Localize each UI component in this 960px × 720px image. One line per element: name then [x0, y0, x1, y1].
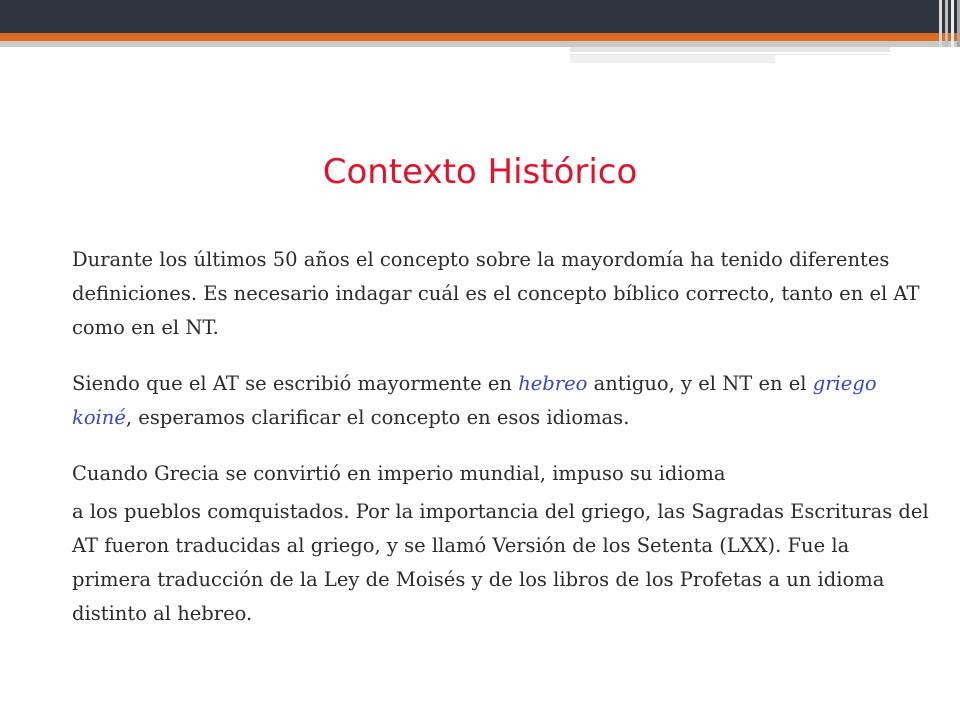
header-band-accent	[0, 33, 960, 41]
header-band-light-short	[570, 55, 775, 63]
paragraph-2-text: antiguo, y el NT en el	[587, 372, 813, 395]
slide-title: Contexto Histórico	[322, 152, 638, 192]
header-band-dark	[0, 0, 960, 33]
header-stripe	[945, 0, 948, 47]
highlight-griego-koine: griego koiné	[72, 372, 877, 429]
paragraph-1: Durante los últimos 50 años el concepto sobre la mayordomía ha tenido diferentes definiciones. Es necesario indagar cuál es el concepto bíblico correcto, tanto en el AT como en el NT.	[72, 248, 920, 339]
highlight-hebreo: hebreo	[518, 372, 588, 395]
header-band-line	[570, 52, 890, 54]
paragraph-3-first-line: Cuando Grecia se convirtió en imperio mundial, impuso su idioma	[72, 462, 726, 485]
header-stripe	[939, 0, 942, 47]
paragraph-2	[72, 367, 932, 435]
paragraph-3-rest: a los pueblos comquistados. Por la importancia del griego, las Sagradas Escrituras del AT fueron traducidas al griego, y se llamó Versión de los Setenta (LXX). Fue la primera traducción de la Ley de Moisés y de los libros de los Profetas a un idioma distinto al hebreo.	[72, 500, 929, 625]
paragraph-2-text: Siendo que el AT se escribió mayormente en	[72, 372, 519, 395]
slide-body	[72, 243, 932, 653]
paragraph-3	[72, 457, 932, 631]
paragraph-2-text: , esperamos clarificar el concepto en esos idiomas.	[125, 406, 630, 429]
header-stripes	[924, 0, 960, 47]
header-stripe	[951, 0, 954, 47]
